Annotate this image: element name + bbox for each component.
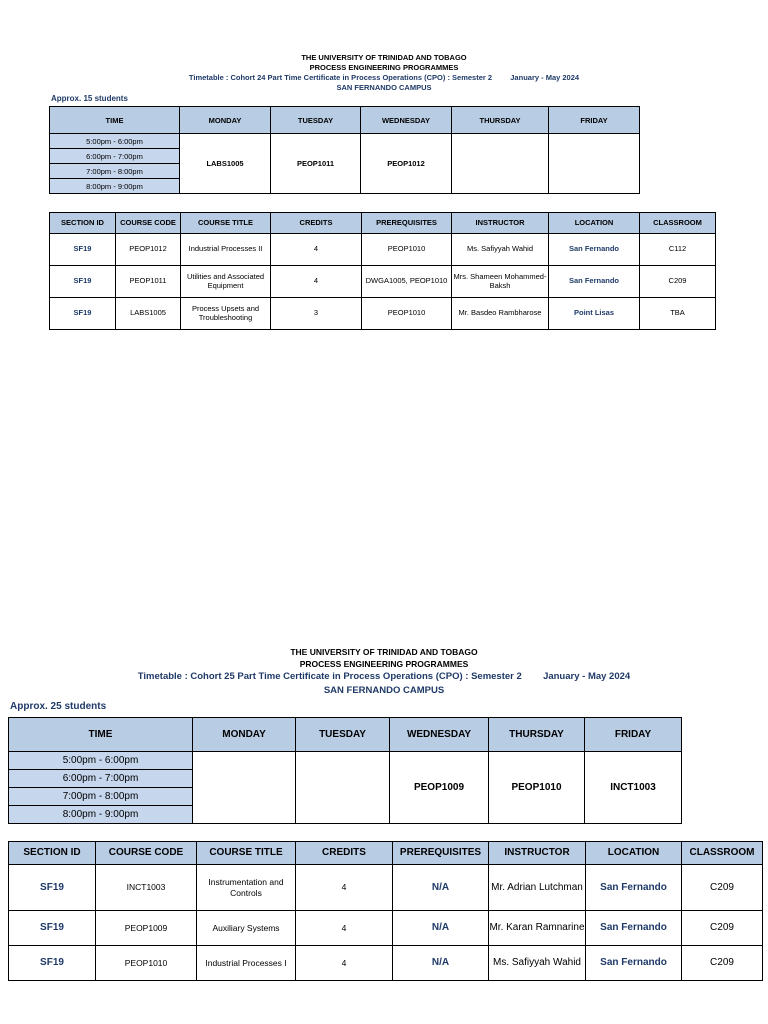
- programmes-title: PROCESS ENGINEERING PROGRAMMES: [299, 659, 469, 669]
- timetable-period: January - May 2024: [510, 73, 580, 82]
- weekly-schedule-table: [8, 717, 682, 824]
- wednesday-course: PEOP1009: [390, 752, 489, 824]
- header-prerequisites: PREREQUISITES: [393, 842, 489, 865]
- classroom: C112: [640, 234, 716, 266]
- section-id: SF19: [9, 946, 96, 981]
- campus-title: SAN FERNANDO CAMPUS: [336, 83, 432, 92]
- student-count: Approx. 25 students: [10, 701, 107, 712]
- time-slot: 8:00pm - 9:00pm: [50, 179, 180, 194]
- monday-course: LABS1005: [180, 134, 271, 194]
- table-row: [9, 946, 763, 981]
- wednesday-course: PEOP1012: [361, 134, 452, 194]
- header-section-id: SECTION ID: [9, 842, 96, 865]
- header-friday: FRIDAY: [585, 718, 682, 752]
- prerequisites: N/A: [393, 865, 489, 911]
- course-header-row: [9, 842, 763, 865]
- section-id: SF19: [50, 266, 116, 298]
- credits: 4: [296, 946, 393, 981]
- credits: 3: [271, 298, 362, 330]
- prerequisites: PEOP1010: [362, 298, 452, 330]
- tuesday-course: [296, 752, 390, 824]
- header-instructor: INSTRUCTOR: [452, 213, 549, 234]
- schedule-row: [9, 752, 682, 770]
- header-course-code: COURSE CODE: [116, 213, 181, 234]
- header-thursday: THURSDAY: [452, 107, 549, 134]
- course-title: Industrial Processes I: [197, 946, 296, 981]
- course-title: Industrial Processes II: [181, 234, 271, 266]
- header-instructor: INSTRUCTOR: [489, 842, 586, 865]
- course-code: PEOP1011: [116, 266, 181, 298]
- header-wednesday: WEDNESDAY: [361, 107, 452, 134]
- course-title: Utilities and Associated Equipment: [181, 266, 271, 298]
- header-friday: FRIDAY: [549, 107, 640, 134]
- classroom: C209: [682, 865, 763, 911]
- prerequisites: N/A: [393, 911, 489, 946]
- header-prerequisites: PREREQUISITES: [362, 213, 452, 234]
- course-header-row: [50, 213, 716, 234]
- credits: 4: [296, 865, 393, 911]
- instructor: Mr. Adrian Lutchman: [489, 865, 586, 911]
- header-course-code: COURSE CODE: [96, 842, 197, 865]
- timetable-title-line: [0, 671, 768, 682]
- timetable-title: Timetable : Cohort 24 Part Time Certificate in Process Operations (CPO) : Semester 2: [188, 73, 493, 82]
- monday-course: [193, 752, 296, 824]
- header-credits: CREDITS: [296, 842, 393, 865]
- schedule-header-row: [9, 718, 682, 752]
- instructor: Ms. Safiyyah Wahid: [489, 946, 586, 981]
- header-course-title: COURSE TITLE: [181, 213, 271, 234]
- student-count: Approx. 15 students: [51, 94, 128, 103]
- course-code: INCT1003: [96, 865, 197, 911]
- time-slot: 8:00pm - 9:00pm: [9, 806, 193, 824]
- location: San Fernando: [586, 865, 682, 911]
- table-row: [9, 865, 763, 911]
- header-time: TIME: [9, 718, 193, 752]
- prerequisites: N/A: [393, 946, 489, 981]
- course-title: Instrumentation and Controls: [197, 865, 296, 911]
- classroom: C209: [682, 911, 763, 946]
- instructor: Mr. Karan Ramnarine: [489, 911, 586, 946]
- classroom: TBA: [640, 298, 716, 330]
- prerequisites: DWGA1005, PEOP1010: [362, 266, 452, 298]
- timetable-title-line: [0, 73, 768, 82]
- instructor: Ms. Safiyyah Wahid: [452, 234, 549, 266]
- credits: 4: [271, 234, 362, 266]
- table-row: [50, 266, 716, 298]
- university-title: THE UNIVERSITY OF TRINIDAD AND TOBAGO: [301, 53, 467, 62]
- section-id: SF19: [9, 911, 96, 946]
- location: San Fernando: [549, 234, 640, 266]
- credits: 4: [296, 911, 393, 946]
- time-slot: 5:00pm - 6:00pm: [50, 134, 180, 149]
- header-credits: CREDITS: [271, 213, 362, 234]
- header-course-title: COURSE TITLE: [197, 842, 296, 865]
- classroom: C209: [682, 946, 763, 981]
- table-row: [9, 911, 763, 946]
- timetable-title: Timetable : Cohort 25 Part Time Certificate in Process Operations (CPO) : Semester 2: [137, 671, 522, 682]
- header-time: TIME: [50, 107, 180, 134]
- time-slot: 5:00pm - 6:00pm: [9, 752, 193, 770]
- header-classroom: CLASSROOM: [640, 213, 716, 234]
- course-title: Process Upsets and Troubleshooting: [181, 298, 271, 330]
- time-slot: 7:00pm - 8:00pm: [50, 164, 180, 179]
- section-id: SF19: [50, 298, 116, 330]
- friday-course: [549, 134, 640, 194]
- location: San Fernando: [586, 946, 682, 981]
- weekly-schedule-table: [49, 106, 640, 194]
- header-thursday: THURSDAY: [489, 718, 585, 752]
- header-location: LOCATION: [549, 213, 640, 234]
- time-slot: 6:00pm - 7:00pm: [9, 770, 193, 788]
- schedule-header-row: [50, 107, 640, 134]
- header-section-id: SECTION ID: [50, 213, 116, 234]
- credits: 4: [271, 266, 362, 298]
- location: San Fernando: [549, 266, 640, 298]
- header-classroom: CLASSROOM: [682, 842, 763, 865]
- course-details-table: [8, 841, 763, 981]
- campus-title: SAN FERNANDO CAMPUS: [323, 685, 445, 696]
- header-location: LOCATION: [586, 842, 682, 865]
- table-row: [50, 298, 716, 330]
- table-row: [50, 234, 716, 266]
- header-wednesday: WEDNESDAY: [390, 718, 489, 752]
- friday-course: INCT1003: [585, 752, 682, 824]
- course-details-table: [49, 212, 716, 330]
- header-tuesday: TUESDAY: [296, 718, 390, 752]
- header-monday: MONDAY: [193, 718, 296, 752]
- instructor: Mrs. Shameen Mohammed-Baksh: [452, 266, 549, 298]
- course-code: PEOP1010: [96, 946, 197, 981]
- course-code: LABS1005: [116, 298, 181, 330]
- course-code: PEOP1009: [96, 911, 197, 946]
- location: San Fernando: [586, 911, 682, 946]
- location: Point Lisas: [549, 298, 640, 330]
- thursday-course: PEOP1010: [489, 752, 585, 824]
- schedule-row: [50, 134, 640, 149]
- course-title: Auxiliary Systems: [197, 911, 296, 946]
- section-id: SF19: [9, 865, 96, 911]
- tuesday-course: PEOP1011: [271, 134, 361, 194]
- thursday-course: [452, 134, 549, 194]
- time-slot: 6:00pm - 7:00pm: [50, 149, 180, 164]
- header-monday: MONDAY: [180, 107, 271, 134]
- timetable-period: January - May 2024: [543, 671, 631, 682]
- time-slot: 7:00pm - 8:00pm: [9, 788, 193, 806]
- header-tuesday: TUESDAY: [271, 107, 361, 134]
- university-title: THE UNIVERSITY OF TRINIDAD AND TOBAGO: [290, 647, 478, 657]
- section-id: SF19: [50, 234, 116, 266]
- prerequisites: PEOP1010: [362, 234, 452, 266]
- course-code: PEOP1012: [116, 234, 181, 266]
- programmes-title: PROCESS ENGINEERING PROGRAMMES: [309, 63, 459, 72]
- instructor: Mr. Basdeo Rambharose: [452, 298, 549, 330]
- classroom: C209: [640, 266, 716, 298]
